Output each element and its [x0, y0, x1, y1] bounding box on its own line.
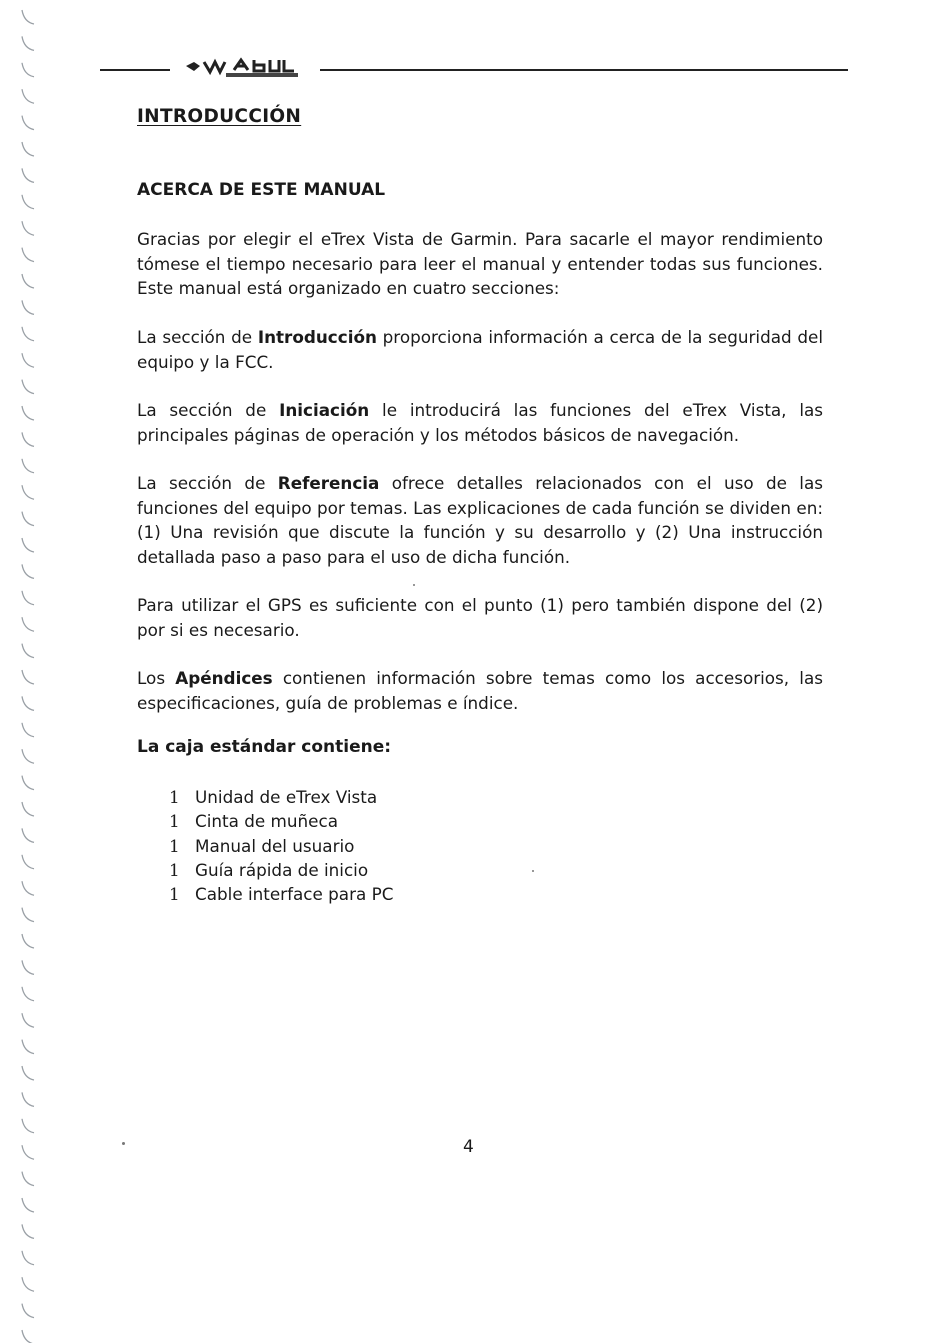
- paragraph-referencia: [137, 471, 823, 569]
- item-quantity: 1: [169, 787, 180, 807]
- binding-hole-mark: [22, 749, 34, 763]
- binding-hole-mark: [22, 987, 34, 1001]
- binding-hole-mark: [22, 168, 34, 182]
- binding-hole-mark: [22, 274, 34, 288]
- item-label: Manual del usuario: [195, 835, 355, 856]
- item-label: Unidad de eTrex Vista: [195, 787, 378, 807]
- binding-hole-mark: [22, 432, 34, 446]
- paragraph-introduccion: [137, 325, 823, 374]
- paragraph-gps-usage: [137, 593, 823, 642]
- paragraph-text: Gracias por elegir el eTrex Vista de Garmin. Para sacarle el mayor rendimiento tómese el tiempo necesario para leer el manual y entender todas sus funciones. Este manual está organizado en cuatro secciones:: [137, 229, 823, 298]
- section-name-bold: Apéndices: [175, 668, 273, 688]
- binding-hole-mark: [22, 1040, 34, 1054]
- paragraph-text: Para utilizar el GPS es suficiente con el punto (1) pero también dispone del (2) por si es necesario.: [137, 595, 823, 640]
- binding-hole-mark: [22, 300, 34, 314]
- item-label: Cinta de muñeca: [195, 811, 338, 832]
- binding-hole-mark: [22, 195, 34, 209]
- scan-speck: [532, 870, 534, 872]
- list-item: [169, 882, 393, 906]
- item-quantity: 1: [169, 884, 180, 905]
- binding-hole-mark: [22, 1013, 34, 1027]
- list-item: [169, 858, 393, 882]
- paragraph-apendices: [137, 666, 823, 715]
- list-item: [169, 785, 393, 809]
- paragraph-intro: [137, 227, 823, 301]
- binding-hole-mark: [22, 221, 34, 235]
- binding-hole-mark: [22, 1172, 34, 1186]
- binding-hole-mark: [22, 459, 34, 473]
- list-item: [169, 809, 393, 833]
- brand-logo-icon: [142, 46, 322, 80]
- binding-hole-mark: [22, 63, 34, 77]
- item-label: Guía rápida de inicio: [195, 859, 369, 880]
- paragraph-iniciacion: [137, 398, 823, 447]
- binding-hole-mark: [22, 934, 34, 948]
- binding-hole-mark: [22, 776, 34, 790]
- binding-hole-mark: [22, 89, 34, 103]
- binding-hole-mark: [22, 1066, 34, 1080]
- binding-hole-mark: [22, 1304, 34, 1318]
- spiral-binding: [14, 0, 44, 1343]
- binding-hole-mark: [22, 670, 34, 684]
- binding-hole-mark: [22, 802, 34, 816]
- binding-hole-mark: [22, 1251, 34, 1265]
- box-contents-list: [169, 785, 393, 906]
- binding-hole-mark: [22, 1119, 34, 1133]
- item-label: Cable interface para PC: [195, 884, 394, 905]
- section-name-bold: Introducción: [257, 327, 377, 347]
- binding-hole-mark: [22, 1145, 34, 1159]
- binding-hole-mark: [22, 1277, 34, 1291]
- section-name-bold: Iniciación: [279, 400, 370, 420]
- binding-hole-mark: [22, 327, 34, 341]
- paragraph-text: le introducirá las funciones del eTrex Vista, las principales páginas de operación y los métodos básicos de navegación.: [137, 400, 824, 445]
- binding-hole-mark: [22, 881, 34, 895]
- list-item: [169, 834, 393, 858]
- paragraph-text: Los: [137, 668, 176, 688]
- binding-hole-mark: [22, 10, 34, 24]
- page-number: 4: [463, 1137, 474, 1157]
- binding-hole-mark: [22, 406, 34, 420]
- binding-hole-mark: [22, 908, 34, 922]
- binding-hole-mark: [22, 1198, 34, 1212]
- binding-hole-mark: [22, 248, 34, 262]
- binding-hole-mark: [22, 591, 34, 605]
- item-quantity: 1: [169, 811, 180, 832]
- scan-speck: [122, 1142, 125, 1145]
- binding-hole-mark: [22, 564, 34, 578]
- binding-hole-mark: [22, 1330, 34, 1343]
- paragraph-text: ofrece detalles relacionados con el uso de las funciones del equipo por temas. Las explicaciones de cada función se dividen en: (1) Una revisión que discute la función y su desarrollo y (2) Una instrucción detallada paso a paso para el uso de dicha función.: [137, 473, 824, 567]
- binding-hole-mark: [22, 116, 34, 130]
- paragraph-text: La sección de: [137, 400, 280, 420]
- binding-hole-mark: [22, 828, 34, 842]
- binding-hole-mark: [22, 1092, 34, 1106]
- binding-hole-mark: [22, 512, 34, 526]
- item-quantity: 1: [169, 859, 180, 880]
- binding-hole-mark: [22, 617, 34, 631]
- section-heading: ACERCA DE ESTE MANUAL: [137, 180, 386, 200]
- box-contents-heading: La caja estándar contiene:: [137, 737, 392, 757]
- binding-hole-mark: [22, 723, 34, 737]
- binding-hole-mark: [22, 1224, 34, 1238]
- binding-hole-mark: [22, 538, 34, 552]
- binding-hole-mark: [22, 353, 34, 367]
- page-header: [100, 46, 848, 82]
- binding-hole-mark: [22, 644, 34, 658]
- paragraph-text: La sección de: [137, 327, 258, 347]
- binding-hole-mark: [22, 696, 34, 710]
- item-quantity: 1: [169, 835, 180, 856]
- binding-hole-mark: [22, 855, 34, 869]
- binding-hole-mark: [22, 380, 34, 394]
- binding-hole-mark: [22, 485, 34, 499]
- paragraph-text: La sección de: [137, 473, 278, 493]
- paragraph-text: contienen información sobre temas como los accesorios, las especificaciones, guía de problemas e índice.: [137, 668, 823, 713]
- scan-speck: [413, 584, 415, 586]
- binding-hole-mark: [22, 36, 34, 50]
- page-title: INTRODUCCIÓN: [137, 106, 302, 127]
- section-name-bold: Referencia: [277, 473, 380, 493]
- binding-hole-mark: [22, 960, 34, 974]
- paragraph-text: proporciona información a cerca de la seguridad del equipo y la FCC.: [137, 327, 824, 372]
- binding-hole-mark: [22, 142, 34, 156]
